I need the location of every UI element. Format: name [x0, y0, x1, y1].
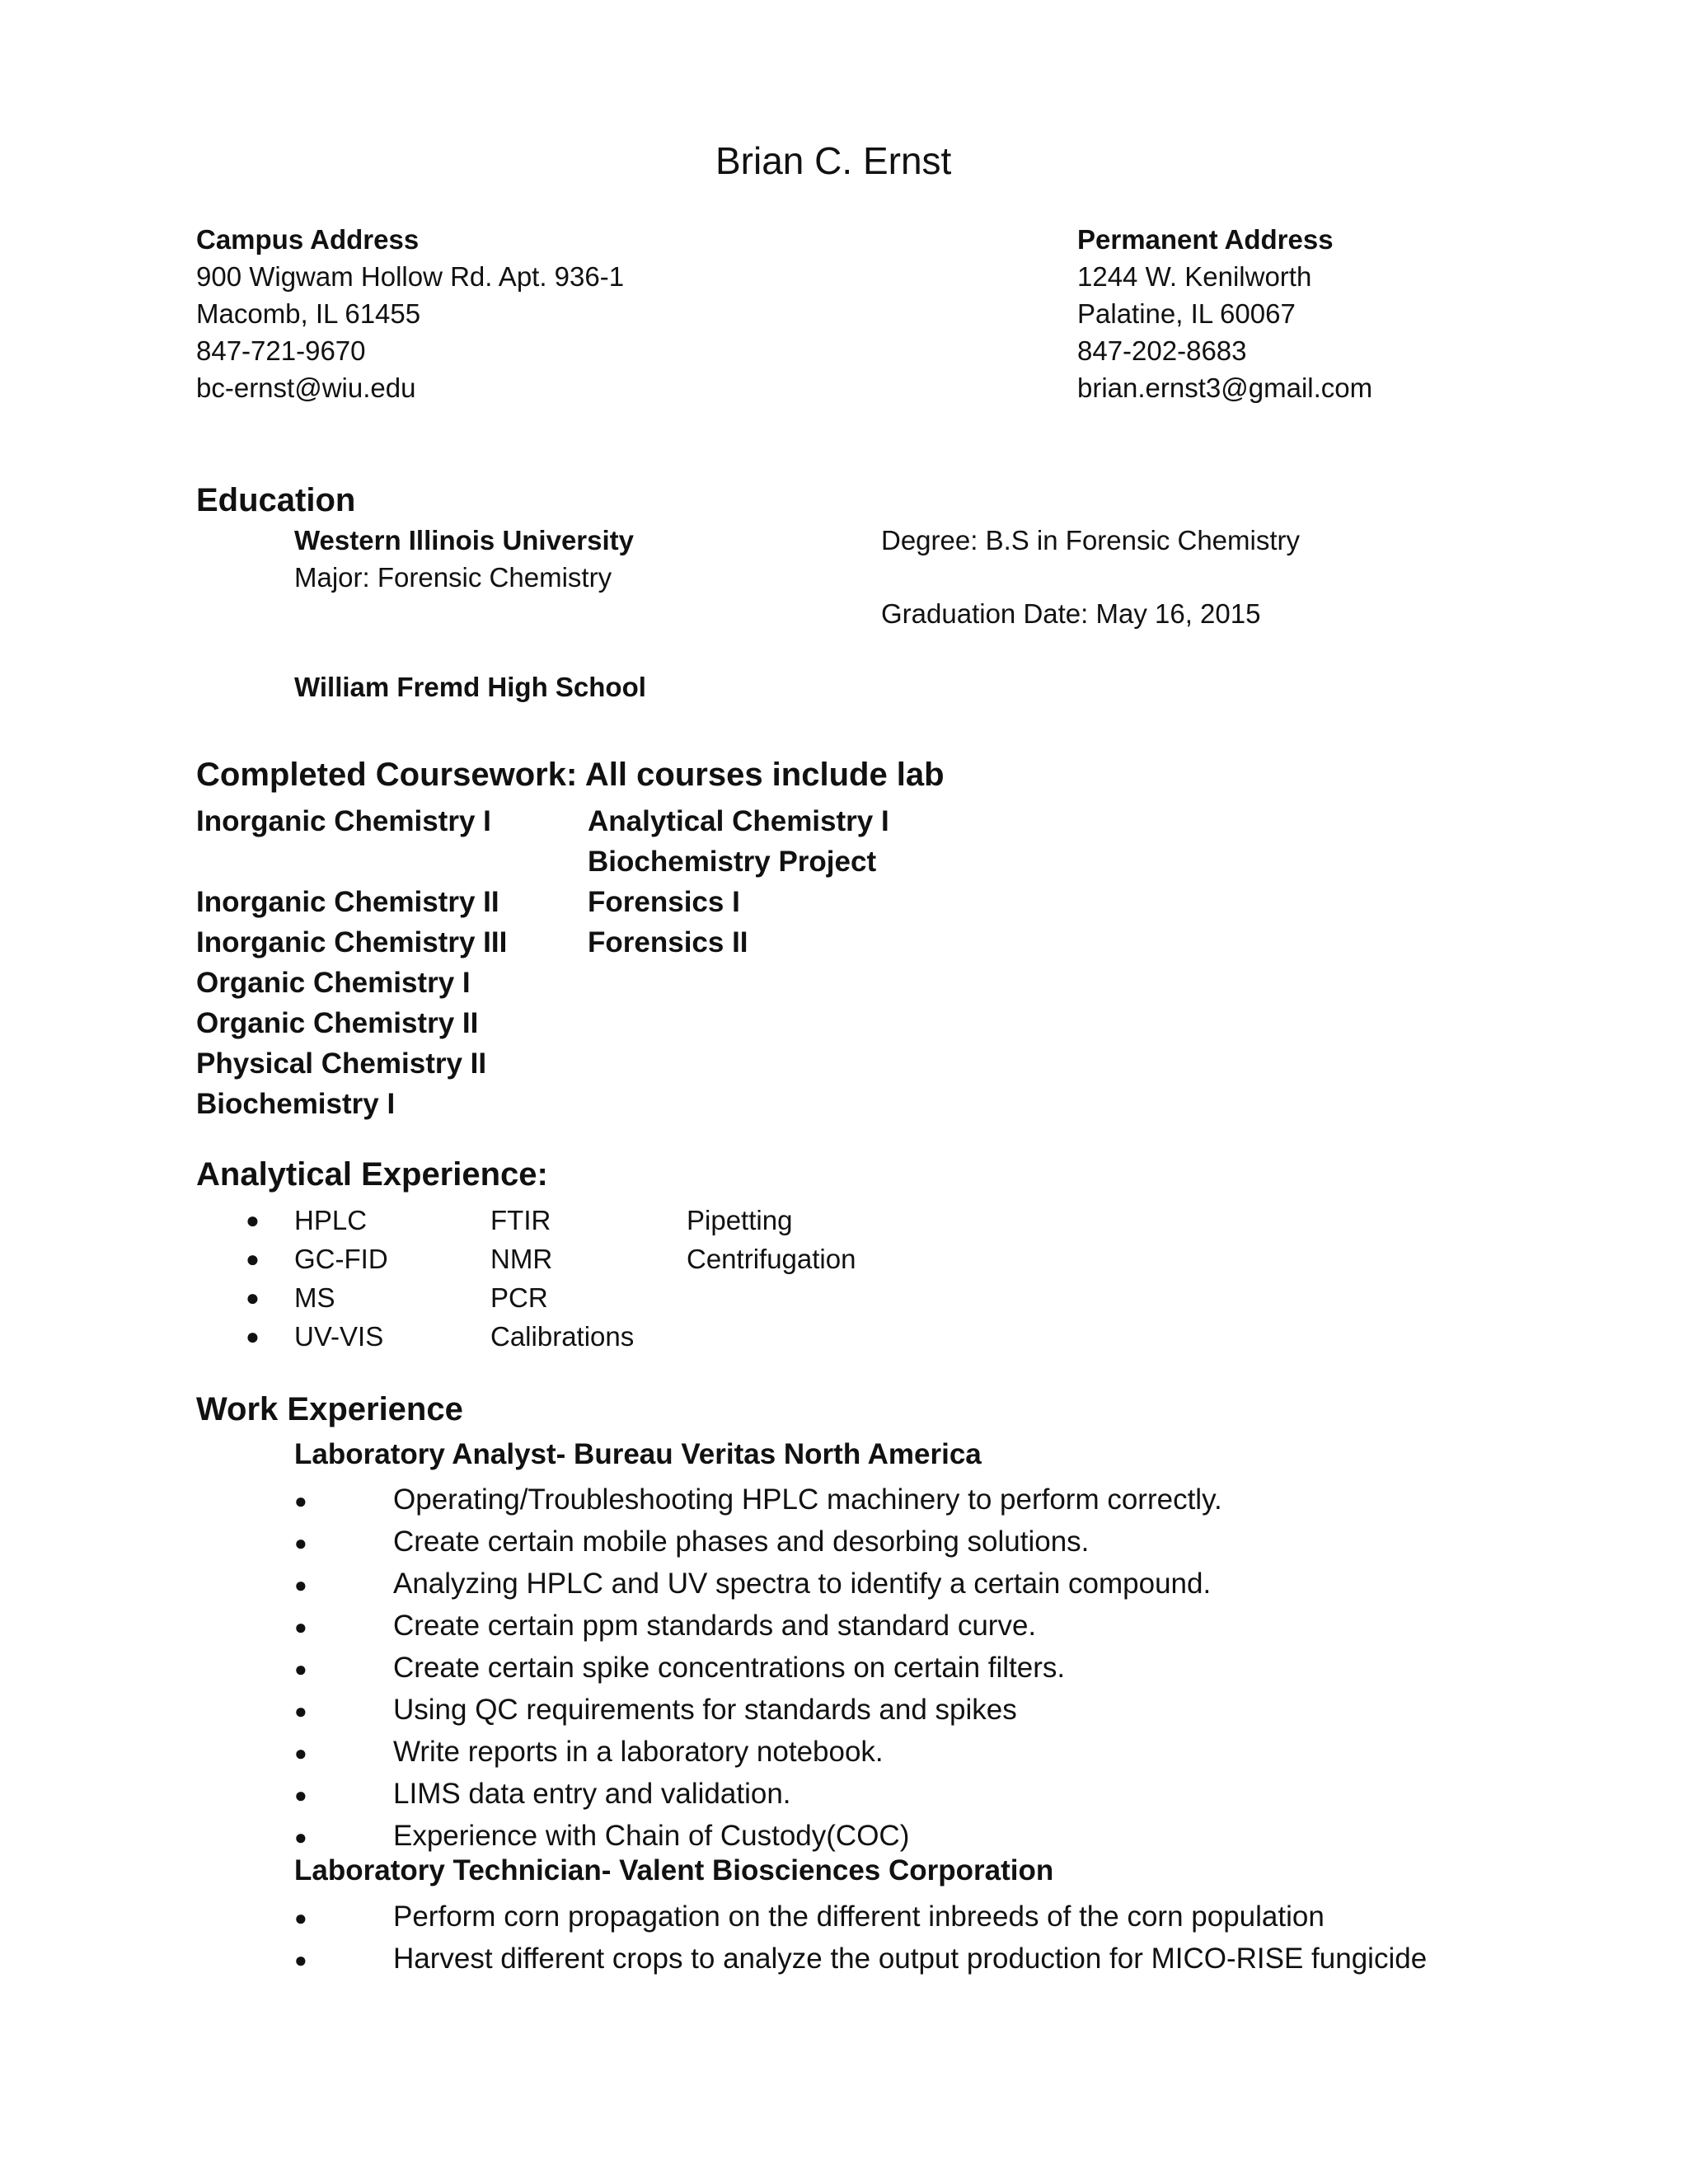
course-item: Inorganic Chemistry III — [196, 926, 508, 958]
course-item: Analytical Chemistry I — [588, 805, 889, 837]
duty-item: ● Experience with Chain of Custody(COC) — [294, 1815, 1222, 1857]
bullet-icon: ● — [246, 1324, 260, 1349]
job-duties — [294, 1479, 1222, 1857]
permanent-address-line: Palatine, IL 60067 — [1077, 298, 1296, 329]
permanent-address — [1077, 221, 1372, 406]
duty-item: ● LIMS data entry and validation. — [294, 1773, 1222, 1815]
course-item: Forensics I — [588, 886, 740, 918]
permanent-address-heading: Permanent Address — [1077, 224, 1334, 255]
high-school-name: William Fremd High School — [294, 672, 646, 702]
skill-item: HPLC — [294, 1205, 368, 1235]
course-item: Biochemistry I — [196, 1088, 396, 1120]
skill-item: UV-VIS — [294, 1321, 384, 1352]
duty-item: ● Harvest different crops to analyze the output production for MICO-RISE fungicide — [294, 1938, 1427, 1980]
job-duties — [294, 1896, 1427, 1980]
graduation-date: Graduation Date: May 16, 2015 — [881, 598, 1261, 629]
course-spacer — [196, 841, 507, 882]
work-heading: Work Experience — [196, 1391, 463, 1427]
duty-item: ● Using QC requirements for standards and spikes — [294, 1689, 1222, 1731]
analytical-skill-list — [246, 1201, 856, 1356]
school-name: Western Illinois University — [294, 525, 635, 555]
skill-row — [246, 1317, 856, 1356]
campus-address-line: 900 Wigwam Hollow Rd. Apt. 936-1 — [196, 261, 625, 292]
course-item: Biochemistry Project — [588, 846, 877, 878]
skill-row — [246, 1278, 856, 1317]
degree: Degree: B.S in Forensic Chemistry — [881, 525, 1301, 555]
skill-item: NMR — [490, 1244, 553, 1274]
campus-address — [196, 221, 624, 406]
skill-item: PCR — [490, 1282, 548, 1313]
skill-item: GC-FID — [294, 1244, 388, 1274]
bullet-icon: ● — [246, 1246, 260, 1272]
course-item: Organic Chemistry I — [196, 967, 471, 999]
duty-item: ● Operating/Troubleshooting HPLC machinery to perform correctly. — [294, 1479, 1222, 1521]
duty-item: ● Write reports in a laboratory notebook. — [294, 1731, 1222, 1773]
skill-item: Calibrations — [490, 1321, 635, 1352]
skill-item: MS — [294, 1282, 335, 1313]
campus-address-line: Macomb, IL 61455 — [196, 298, 421, 329]
analytical-heading: Analytical Experience: — [196, 1156, 548, 1193]
skill-row — [246, 1240, 856, 1278]
major: Major: Forensic Chemistry — [294, 562, 612, 593]
coursework-column-2 — [588, 801, 889, 963]
permanent-address-line: 1244 W. Kenilworth — [1077, 261, 1312, 292]
duty-item: ● Analyzing HPLC and UV spectra to identify a certain compound. — [294, 1563, 1222, 1605]
course-item: Inorganic Chemistry I — [196, 805, 491, 837]
campus-phone: 847-721-9670 — [196, 335, 366, 366]
job-title: Laboratory Analyst- Bureau Veritas North America — [294, 1438, 982, 1470]
course-item: Inorganic Chemistry II — [196, 886, 499, 918]
permanent-email: brian.ernst3@gmail.com — [1077, 373, 1373, 403]
campus-email: bc-ernst@wiu.edu — [196, 373, 416, 403]
duty-item: ● Create certain ppm standards and standard curve. — [294, 1605, 1222, 1647]
skill-row — [246, 1201, 856, 1240]
course-item: Forensics II — [588, 926, 748, 958]
coursework-heading: Completed Coursework: All courses include lab — [196, 757, 945, 793]
skill-item: FTIR — [490, 1205, 551, 1235]
resume-name: Brian C. Ernst — [715, 139, 952, 182]
education-heading: Education — [196, 482, 356, 518]
duty-item: ● Perform corn propagation on the different inbreeds of the corn population — [294, 1896, 1427, 1938]
course-item: Organic Chemistry II — [196, 1007, 479, 1039]
skill-item: Pipetting — [687, 1205, 793, 1235]
duty-item: ● Create certain spike concentrations on certain filters. — [294, 1647, 1222, 1689]
coursework-column-1 — [196, 801, 507, 1124]
bullet-icon: ● — [246, 1207, 260, 1233]
skill-item: Centrifugation — [687, 1244, 856, 1274]
course-item: Physical Chemistry II — [196, 1047, 487, 1080]
campus-address-heading: Campus Address — [196, 224, 420, 255]
job-title: Laboratory Technician- Valent Biosciences Corporation — [294, 1854, 1054, 1886]
bullet-icon: ● — [246, 1285, 260, 1310]
duty-item: ● Create certain mobile phases and desorbing solutions. — [294, 1521, 1222, 1563]
permanent-phone: 847-202-8683 — [1077, 335, 1247, 366]
